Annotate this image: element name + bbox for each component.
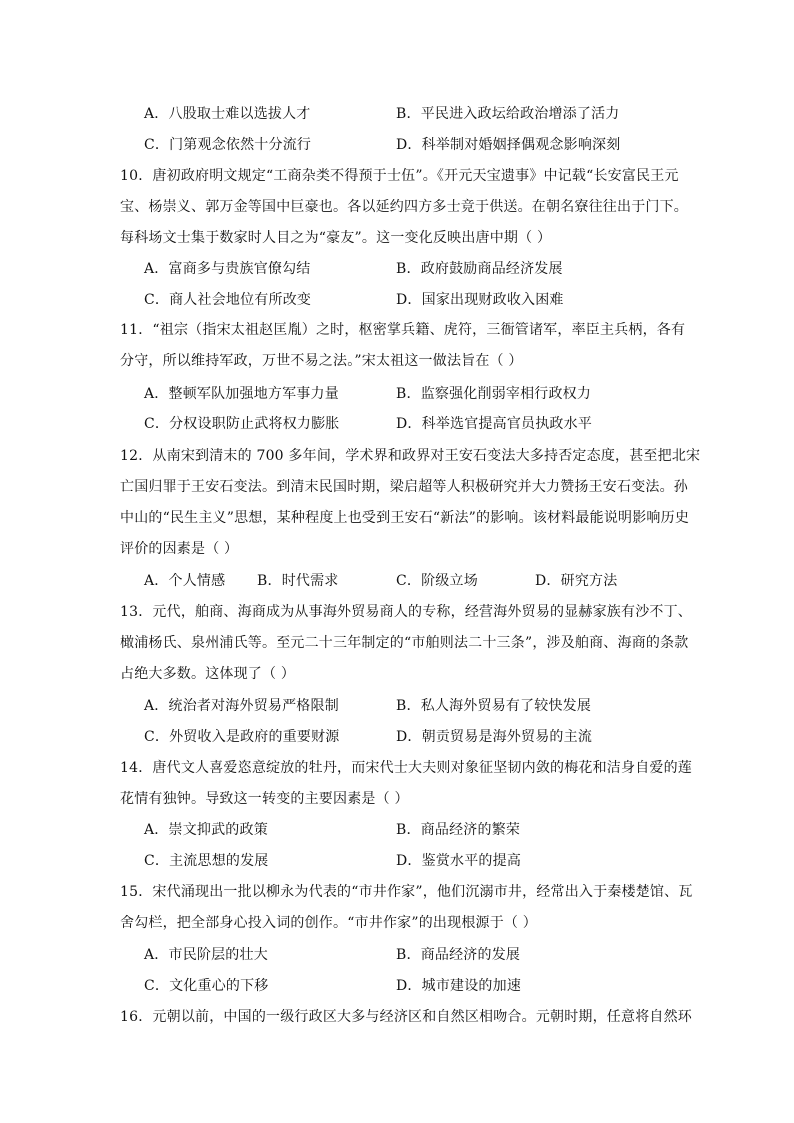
question-11-line-1: 11．“祖宗（指宋太祖赵匡胤）之时，枢密掌兵籍、虎符，三衙管诸军，率臣主兵柄，各有 bbox=[120, 322, 686, 338]
q14-option-b: B．商品经济的繁荣 bbox=[396, 822, 521, 838]
question-12-line-1: 12．从南宋到清末的 700 多年间，学术界和政界对王安石变法大多持否定态度，甚至把北宋 bbox=[120, 448, 701, 464]
q14-option-d: D．鉴赏水平的提高 bbox=[396, 853, 522, 869]
q13-option-b: B．私人海外贸易有了较快发展 bbox=[396, 698, 592, 714]
question-10-line-3: 每科场文士集于数家时人目之为“豪友”。这一变化反映出唐中期（ ） bbox=[120, 230, 552, 246]
q10-option-b: B．政府鼓励商品经济发展 bbox=[396, 261, 563, 277]
question-12-line-2: 亡国归罪于王安石变法。到清末民国时期，梁启超等人积极研究并大力赞扬王安石变法。孙 bbox=[120, 479, 688, 495]
option-b: B．平民进入政坛给政治增添了活力 bbox=[396, 106, 620, 122]
q12-option-a: A．个人情感 bbox=[144, 573, 226, 589]
q15-option-c: C．文化重心的下移 bbox=[144, 978, 269, 994]
question-12-line-3: 中山的“民生主义”思想，某种程度上也受到王安石“新法”的影响。该材料最能说明影响历史 bbox=[120, 510, 690, 526]
question-14-line-2: 花情有独钟。导致这一转变的主要因素是（ ） bbox=[120, 791, 409, 807]
question-13-line-3: 占绝大多数。这体现了（ ） bbox=[120, 666, 296, 682]
question-10-line-2: 宝、杨崇义、郭万金等国中巨豪也。各以延约四方多士竞于供送。在朝名寮往往出于门下。 bbox=[120, 199, 688, 215]
question-13-line-1: 13．元代，舶商、海商成为从事海外贸易商人的专称，经营海外贸易的显赫家族有沙不丁、 bbox=[120, 604, 693, 620]
question-16-line-1: 16．元朝以前，中国的一级行政区大多与经济区和自然区相吻合。元朝时期，任意将自然环 bbox=[120, 1009, 693, 1025]
q14-option-c: C．主流思想的发展 bbox=[144, 853, 269, 869]
question-11-line-2: 分守，所以维持军政，万世不易之法。”宋太祖这一做法旨在（ ） bbox=[120, 353, 523, 369]
question-15-line-1: 15．宋代涌现出一批以柳永为代表的“市井作家”，他们沉溺市井，经常出入于秦楼楚馆、瓦 bbox=[120, 884, 693, 900]
q12-option-d: D．研究方法 bbox=[535, 573, 618, 589]
question-14-line-1: 14．唐代文人喜爱恣意绽放的牡丹，而宋代士大夫则对象征坚韧内敛的梅花和洁身自爱的莲 bbox=[120, 760, 693, 776]
question-13-line-2: 橄浦杨氏、泉州浦氏等。至元二十三年制定的“市舶则法二十三条”，涉及舶商、海商的条款 bbox=[120, 635, 689, 651]
q10-option-a: A．富商多与贵族官僚勾结 bbox=[144, 261, 311, 277]
option-d: D．科举制对婚姻择偶观念影响深刻 bbox=[396, 137, 621, 153]
q15-option-b: B．商品经济的发展 bbox=[396, 947, 521, 963]
q11-option-b: B．监察强化削弱宰相行政权力 bbox=[396, 386, 592, 402]
q13-option-c: C．外贸收入是政府的重要财源 bbox=[144, 729, 340, 745]
q10-option-d: D．国家出现财政收入困难 bbox=[396, 292, 564, 308]
q12-option-b: B．时代需求 bbox=[257, 573, 339, 589]
q11-option-c: C．分权设职防止武将权力膨胀 bbox=[144, 416, 340, 432]
question-12-line-4: 评价的因素是（ ） bbox=[120, 541, 239, 557]
q11-option-d: D．科举选官提高官员执政水平 bbox=[396, 416, 593, 432]
option-a: A．八股取士难以选拔人才 bbox=[144, 106, 311, 122]
q15-option-a: A．市民阶层的壮大 bbox=[144, 947, 268, 963]
q10-option-c: C．商人社会地位有所改变 bbox=[144, 292, 312, 308]
q13-option-a: A．统治者对海外贸易严格限制 bbox=[144, 698, 339, 714]
q13-option-d: D．朝贡贸易是海外贸易的主流 bbox=[396, 729, 593, 745]
q11-option-a: A．整顿军队加强地方军事力量 bbox=[144, 386, 339, 402]
q15-option-d: D．城市建设的加速 bbox=[396, 978, 522, 994]
q14-option-a: A．崇文抑武的政策 bbox=[144, 822, 268, 838]
q12-option-c: C．阶级立场 bbox=[396, 573, 478, 589]
question-10-line-1: 10．唐初政府明文规定“工商杂类不得预于士伍”。《开元天宝遗事》中记载“长安富民王元 bbox=[120, 168, 679, 184]
option-c: C．门第观念依然十分流行 bbox=[144, 137, 312, 153]
question-15-line-2: 舍勾栏，把全部身心投入词的创作。“市井作家”的出现根源于（ ） bbox=[120, 915, 537, 931]
